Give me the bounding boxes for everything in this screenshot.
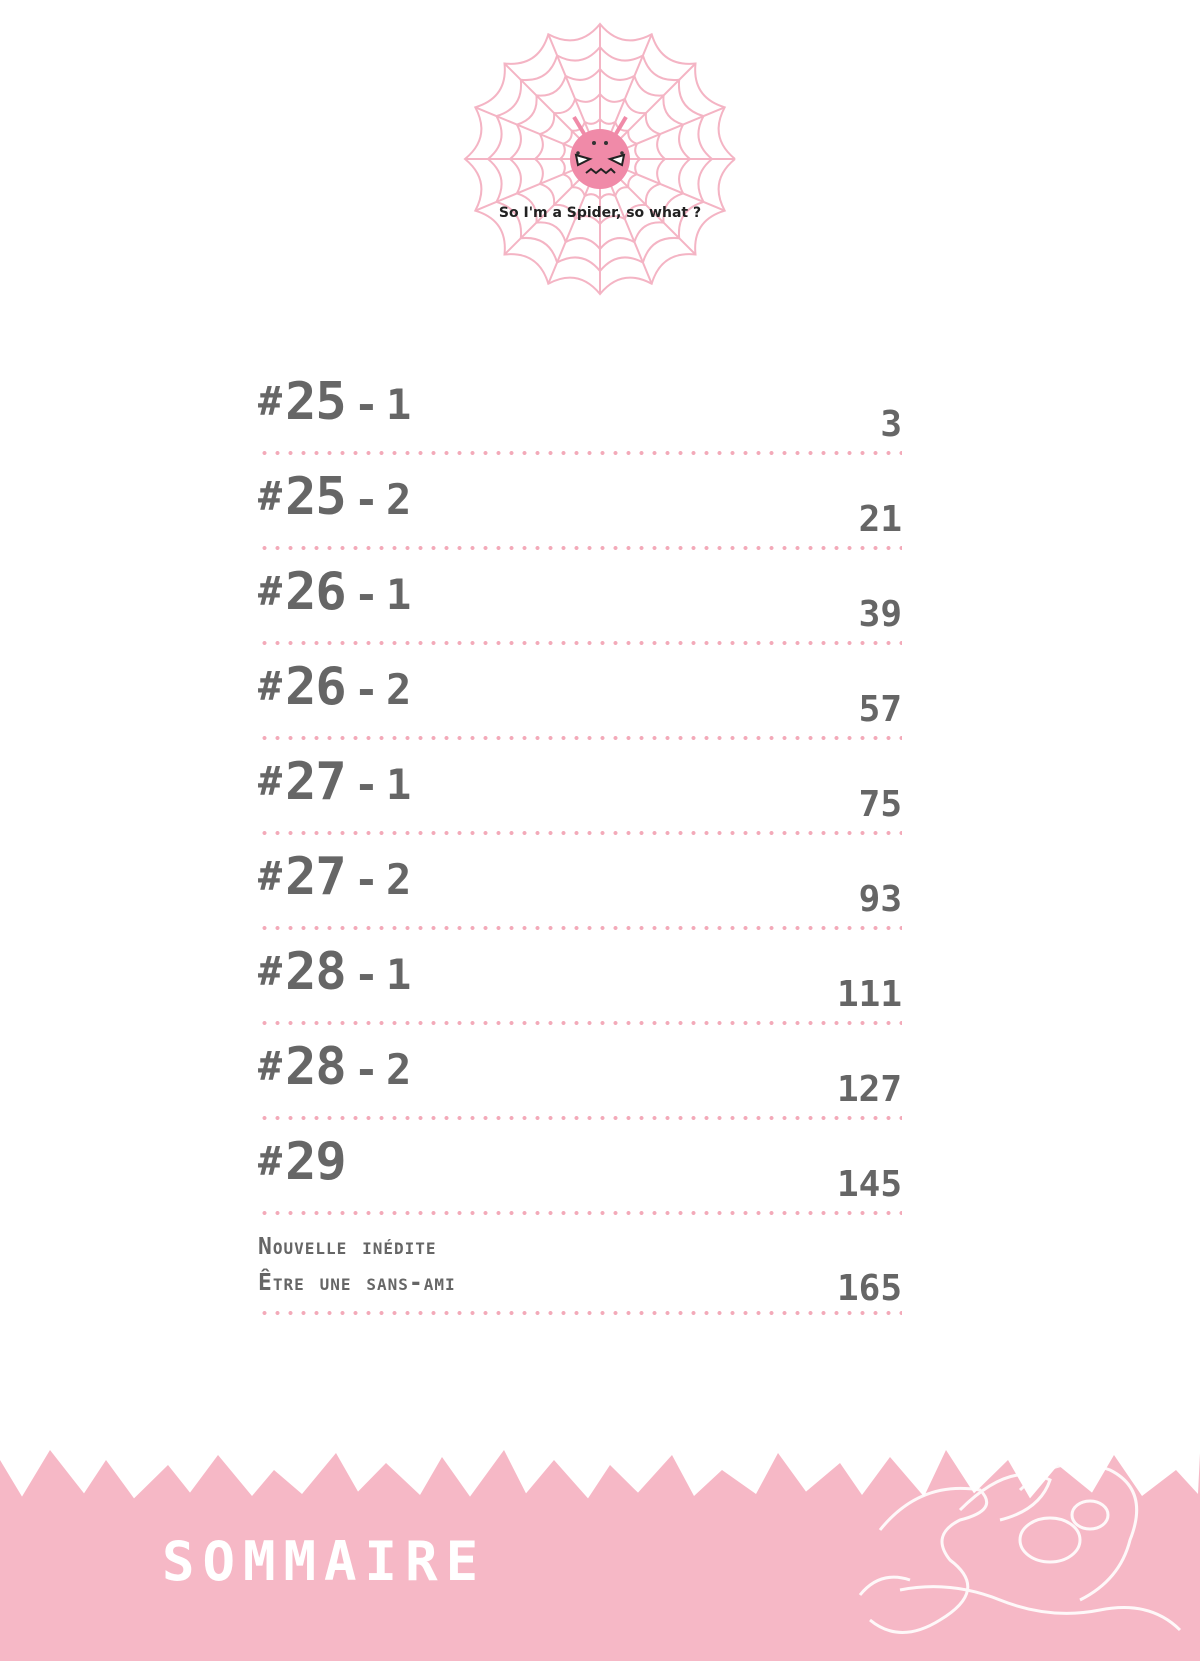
chapter-number: 26 <box>285 562 346 622</box>
chapter-label <box>258 465 410 532</box>
chapter-number: 27 <box>285 847 346 907</box>
chapter-label <box>258 1130 346 1194</box>
dotted-divider <box>258 1116 902 1120</box>
page-number: 39 <box>858 594 902 635</box>
chapter-dash: - <box>353 570 379 619</box>
toc-row <box>258 845 902 940</box>
page-number: 75 <box>858 784 902 825</box>
chapter-dash: - <box>353 665 379 714</box>
hash-symbol: # <box>258 1044 282 1090</box>
chapter-label <box>258 750 410 817</box>
chapter-label <box>258 1035 410 1102</box>
dotted-divider <box>258 451 902 455</box>
dotted-divider <box>258 736 902 740</box>
chapter-part: 1 <box>386 570 411 619</box>
hash-symbol: # <box>258 379 282 425</box>
chapter-dash: - <box>353 760 379 809</box>
dotted-divider <box>258 546 902 550</box>
page-number: 93 <box>858 879 902 920</box>
chapter-part: 1 <box>386 950 411 999</box>
toc-row <box>258 1130 902 1225</box>
dotted-divider <box>258 1211 902 1215</box>
dotted-divider <box>258 1021 902 1025</box>
page-number: 165 <box>836 1268 902 1309</box>
chapter-number: 26 <box>285 657 346 717</box>
chapter-number: 25 <box>285 467 346 527</box>
chapter-number: 29 <box>285 1132 346 1192</box>
toc-row <box>258 560 902 655</box>
toc-row <box>258 465 902 560</box>
chapter-label <box>258 940 410 1007</box>
chapter-part: 2 <box>386 1045 411 1094</box>
chapter-label <box>258 845 410 912</box>
spider-web-logo <box>455 14 745 304</box>
chapter-dash: - <box>353 855 379 904</box>
chapter-part: 2 <box>386 475 411 524</box>
table-of-contents <box>258 370 902 1325</box>
page-number: 145 <box>836 1164 902 1205</box>
page-number: 3 <box>880 404 902 445</box>
page-number: 127 <box>836 1069 902 1110</box>
chapter-dash: - <box>353 1045 379 1094</box>
chapter-dash: - <box>353 950 379 999</box>
chapter-number: 28 <box>285 1037 346 1097</box>
chapter-number: 25 <box>285 372 346 432</box>
hash-symbol: # <box>258 759 282 805</box>
page-number: 21 <box>858 499 902 540</box>
chapter-number: 28 <box>285 942 346 1002</box>
page-number: 57 <box>858 689 902 730</box>
chapter-dash: - <box>353 380 379 429</box>
toc-row <box>258 940 902 1035</box>
hash-symbol: # <box>258 474 282 520</box>
sommaire-title: SOMMAIRE <box>162 1530 487 1593</box>
chapter-number: 27 <box>285 752 346 812</box>
chapter-label <box>258 370 410 437</box>
page-number: 111 <box>836 974 902 1015</box>
dotted-divider <box>258 926 902 930</box>
hash-symbol: # <box>258 1139 282 1185</box>
toc-row <box>258 750 902 845</box>
chapter-part: 2 <box>386 665 411 714</box>
toc-row-novel <box>258 1225 902 1325</box>
hash-symbol: # <box>258 854 282 900</box>
dotted-divider <box>258 1311 902 1315</box>
toc-row <box>258 655 902 750</box>
chapter-dash: - <box>353 475 379 524</box>
hash-symbol: # <box>258 949 282 995</box>
chapter-label <box>258 560 410 627</box>
chapter-label <box>258 655 410 722</box>
hash-symbol: # <box>258 664 282 710</box>
chapter-part: 2 <box>386 855 411 904</box>
logo-caption: So I'm a Spider, so what ? <box>498 205 702 221</box>
dotted-divider <box>258 641 902 645</box>
toc-row <box>258 370 902 465</box>
chapter-part: 1 <box>386 380 411 429</box>
novel-label <box>258 1229 456 1301</box>
novel-line-2: Être une sans-ami <box>258 1270 456 1296</box>
chapter-part: 1 <box>386 760 411 809</box>
dotted-divider <box>258 831 902 835</box>
novel-line-1: Nouvelle inédite <box>258 1234 437 1260</box>
hash-symbol: # <box>258 569 282 615</box>
toc-row <box>258 1035 902 1130</box>
